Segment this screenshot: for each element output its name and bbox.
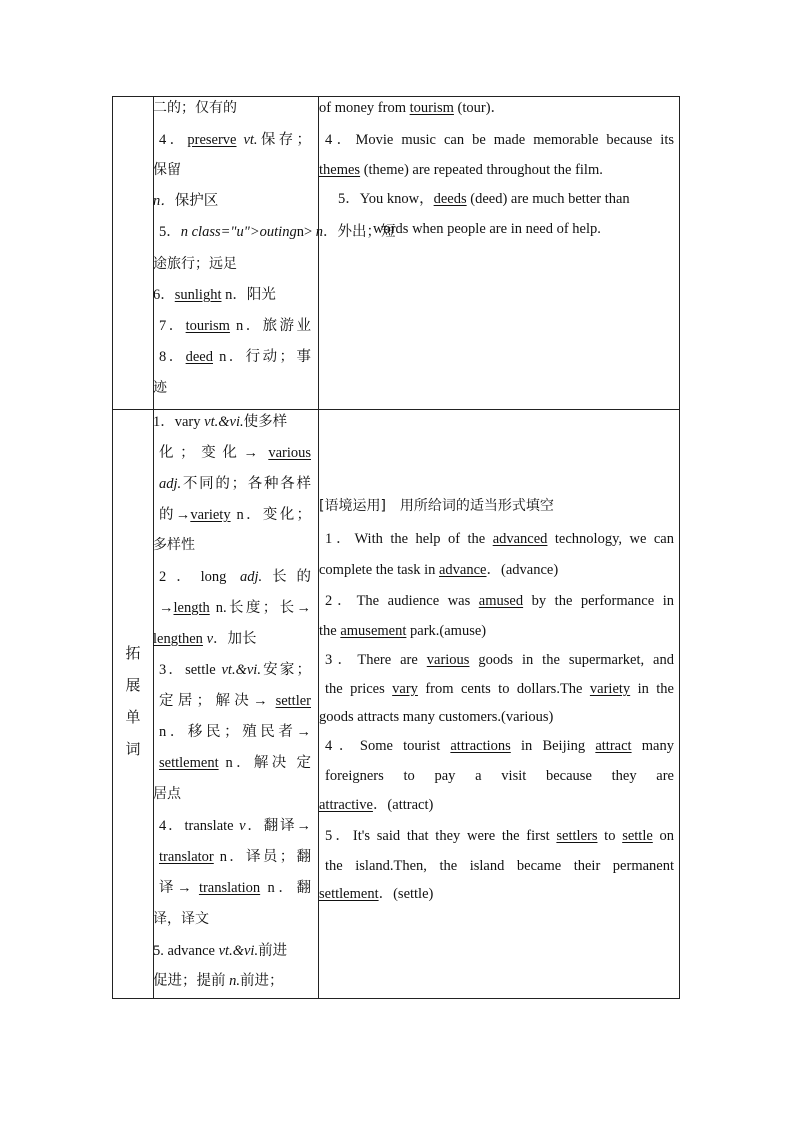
row2-left-line-8: 3．settle vt.&vi.安家； [159,662,311,678]
row2-left-line-4: 多样性 [153,537,195,553]
row2-left-line-9: 定居；解决→ settler [159,693,311,709]
row2-left-line-11: settlement n．解决 定 [159,755,311,771]
row1-left-cell [153,97,396,409]
row2-left-line-12: 居点 [153,786,181,802]
label-char-2: 单 [125,708,141,726]
row2-left-line-2: adj.不同的；各种各样 [159,476,311,492]
row2-left-cell [153,409,318,999]
row2-left-line-10: n．移民；殖民者→ [159,724,311,740]
row2-right-cell [319,409,681,999]
row2-right-line-8: foreigners to pay a visit because they are [325,768,674,784]
row2-right-line-0: 1．With the help of the advanced technology, we can [325,531,674,547]
row2-left-line-14: translator n．译员；翻 [159,849,311,865]
row1-right-line-1: 4．Movie music can be made memorable because its [325,132,674,148]
row2-right-line-1: complete the task in advance．(advance) [319,562,559,578]
row1-left-line-6: 6．sunlight n．阳光 [153,287,276,303]
row1-left-line-4: 5．n class="u">outingn> n．外出；短 [159,224,396,240]
vocabulary-table [112,96,680,999]
row1-right-line-2: themes (theme) are repeated throughout the film. [319,162,603,178]
row2-right-line-4: 3．There are various goods in the supermarket, and [325,652,674,668]
row1-left-line-7: 7．tourism n．旅游业 [159,318,311,334]
section-label [113,637,153,765]
row2-left-line-16: 译，译文 [153,911,209,927]
row2-left-line-17: 5. advance vt.&vi.前进 [153,943,288,959]
row2-right-line-9: attractive．(attract) [319,797,434,813]
label-char-0: 拓 [125,644,141,662]
row2-left-line-5: 2．long adj.长的 [159,569,311,585]
row1-right-line-3: 5．You know，deeds (deed) are much better than [338,191,630,207]
row1-right-line-4: words when people are in need of help. [373,221,601,237]
row1-right-line-0: of money from tourism (tour)． [319,100,506,116]
row1-right-cell [319,97,681,409]
row2-left-line-1: 化；变化→ various [159,445,311,461]
row2-right-line-2: 2．The audience was amused by the performance in [325,593,674,609]
row2-left-line-0: 1．vary vt.&vi.使多样 [153,414,288,430]
row2-right-line-7: 4．Some tourist attractions in Beijing attract many [325,738,674,754]
row2-right-line-12: settlement．(settle) [319,886,434,902]
exercise-header: [语境运用] 用所给词的适当形式填空 [319,498,554,514]
row2-left-line-6: →length n.长度；长→ [159,600,311,616]
row2-right-line-3: the amusement park.(amuse) [319,623,487,639]
label-char-1: 展 [125,676,141,694]
label-char-3: 词 [125,740,141,758]
row2-left-line-3: 的→variety n．变化； [159,507,312,523]
row2-left-line-13: 4．translate v．翻译→ [159,818,311,834]
row1-left-line-9: 迹 [153,380,167,396]
row1-left-line-3: n．保护区 [153,193,219,209]
row1-left-line-1: 4．preserve vt.保存； [159,132,312,148]
row2-right-line-5: the prices vary from cents to dollars.The variety in the [325,681,674,697]
row2-left-line-18: 促进；提前 n.前进； [153,973,284,989]
row2-right-line-11: the island.Then, the island became their permanent [325,858,674,874]
row2-right-line-10: 5．It's said that they were the first settlers to settle on [325,828,675,844]
row2-left-line-7: lengthen v．加长 [153,631,257,647]
row2-left-line-15: 译→ translation n．翻 [159,880,311,896]
row2-right-line-6: goods attracts many customers.(various) [319,709,554,725]
row1-left-line-5: 途旅行；远足 [153,256,237,272]
row1-left-line-2: 保留 [153,162,181,178]
row1-left-line-8: 8．deed n．行动；事 [159,349,311,365]
row1-left-line-0: 二的；仅有的 [153,100,237,116]
